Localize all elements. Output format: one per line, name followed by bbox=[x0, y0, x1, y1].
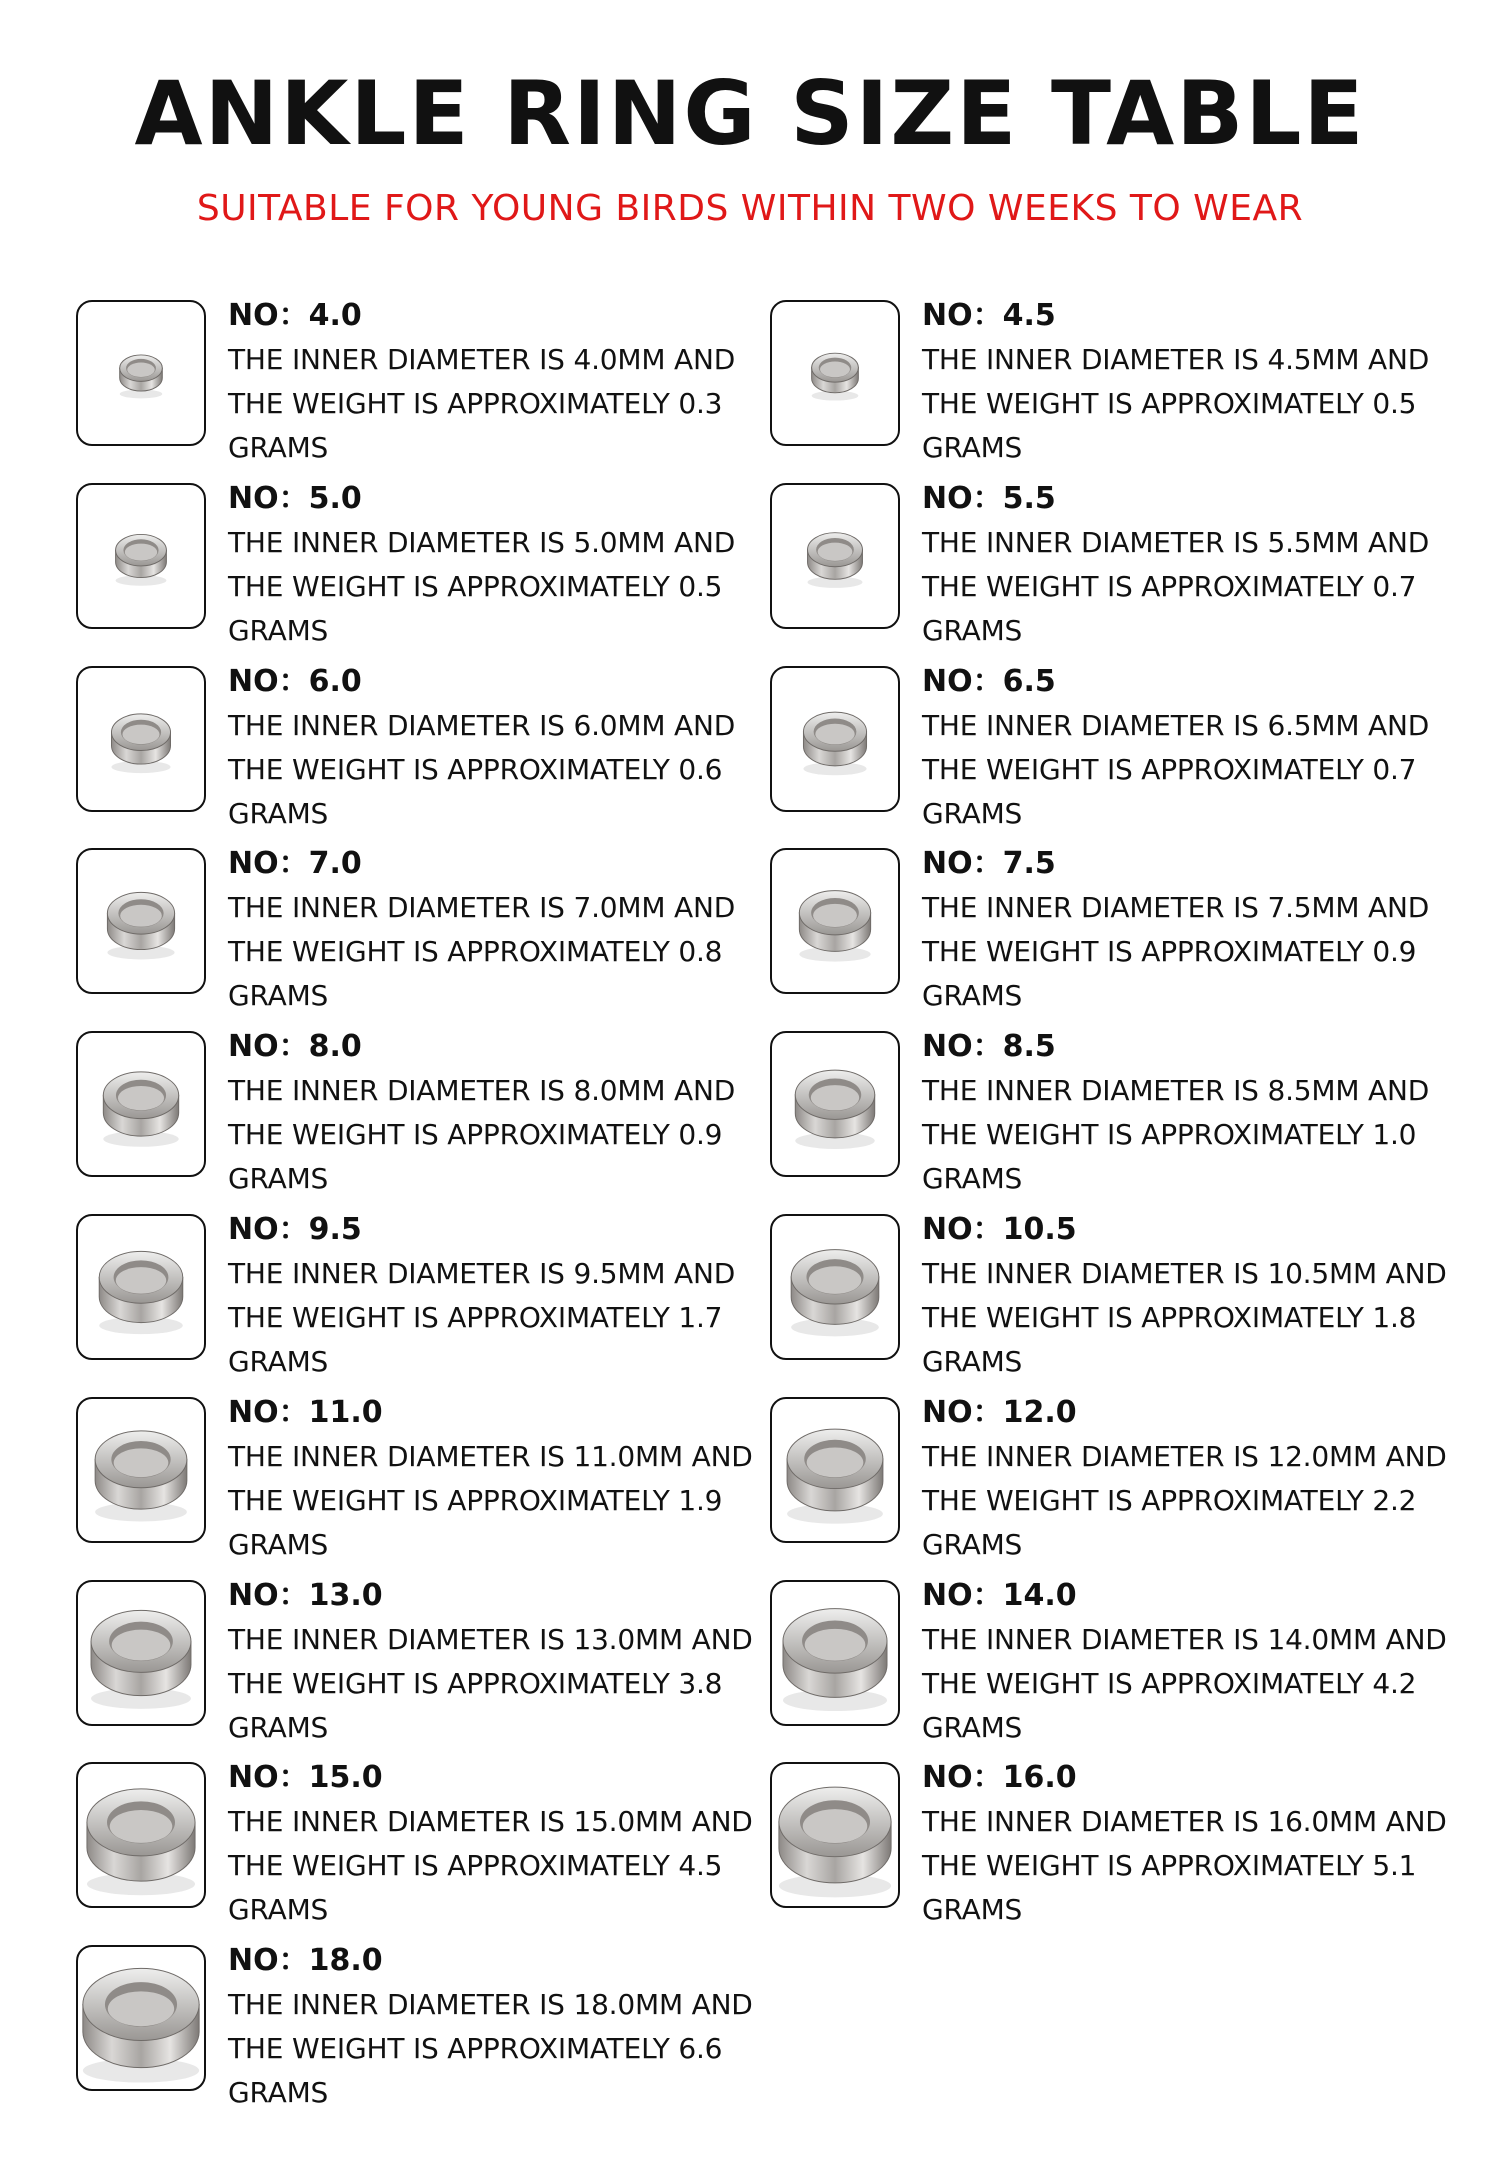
size-entry-text bbox=[228, 477, 788, 653]
size-number: NO：8.0 bbox=[228, 1029, 362, 1065]
size-entry bbox=[770, 1762, 1470, 1942]
size-line-diameter: THE INNER DIAMETER IS 7.0MM AND bbox=[228, 891, 736, 925]
size-number: NO：18.0 bbox=[228, 1943, 383, 1979]
size-number: NO：8.5 bbox=[922, 1029, 1056, 1065]
size-entry-text bbox=[228, 1208, 788, 1384]
size-line-unit: GRAMS bbox=[228, 1893, 329, 1927]
size-number: NO：6.0 bbox=[228, 663, 362, 699]
ring-photo bbox=[770, 483, 900, 629]
size-line-diameter: THE INNER DIAMETER IS 13.0MM AND bbox=[228, 1622, 753, 1656]
ring-photo bbox=[770, 300, 900, 446]
ring-photo-icon bbox=[78, 1947, 204, 2089]
ring-photo-icon bbox=[78, 668, 204, 810]
size-entry bbox=[76, 848, 776, 1028]
size-entry bbox=[76, 1945, 776, 2125]
size-number: NO：13.0 bbox=[228, 1577, 383, 1613]
size-number: NO：14.0 bbox=[922, 1577, 1077, 1613]
ring-photo bbox=[76, 1580, 206, 1726]
ring-photo-icon bbox=[772, 1582, 898, 1724]
size-line-unit: GRAMS bbox=[922, 1527, 1023, 1561]
size-entry-text bbox=[922, 1574, 1482, 1750]
size-line-weight: THE WEIGHT IS APPROXIMATELY 0.9 bbox=[922, 935, 1417, 969]
size-line-weight: THE WEIGHT IS APPROXIMATELY 0.6 bbox=[228, 752, 723, 786]
size-entry bbox=[76, 300, 776, 480]
size-entry bbox=[76, 1762, 776, 1942]
size-entry-text bbox=[922, 660, 1482, 836]
size-entry-text bbox=[922, 842, 1482, 1018]
size-line-unit: GRAMS bbox=[228, 431, 329, 464]
size-entry-text bbox=[228, 1756, 788, 1932]
ring-photo bbox=[76, 483, 206, 629]
ring-photo bbox=[76, 1397, 206, 1543]
size-entry-text bbox=[922, 1756, 1482, 1932]
size-entry bbox=[76, 663, 776, 846]
size-line-unit: GRAMS bbox=[228, 2076, 329, 2110]
size-line-unit: GRAMS bbox=[922, 1345, 1023, 1378]
size-line-unit: GRAMS bbox=[922, 796, 1023, 830]
ring-photo bbox=[76, 848, 206, 994]
ring-photo bbox=[76, 666, 206, 812]
ring-photo-icon bbox=[772, 1764, 898, 1906]
ring-photo-icon bbox=[78, 1399, 204, 1541]
size-number: NO：5.0 bbox=[228, 480, 362, 516]
size-entry-text bbox=[228, 842, 788, 1018]
size-line-diameter: THE INNER DIAMETER IS 4.0MM AND bbox=[228, 343, 736, 376]
ring-photo bbox=[76, 300, 206, 446]
size-line-diameter: THE INNER DIAMETER IS 14.0MM AND bbox=[922, 1622, 1447, 1656]
size-number: NO：10.5 bbox=[922, 1212, 1077, 1247]
size-line-diameter: THE INNER DIAMETER IS 6.5MM AND bbox=[922, 708, 1430, 742]
size-number: NO：7.5 bbox=[922, 846, 1056, 882]
size-line-diameter: THE INNER DIAMETER IS 12.0MM AND bbox=[922, 1439, 1447, 1473]
size-line-weight: THE WEIGHT IS APPROXIMATELY 0.9 bbox=[228, 1118, 723, 1152]
size-line-weight: THE WEIGHT IS APPROXIMATELY 1.0 bbox=[922, 1118, 1417, 1152]
size-line-unit: GRAMS bbox=[228, 1162, 329, 1196]
size-entry-text bbox=[922, 1208, 1482, 1384]
ring-photo bbox=[76, 1945, 206, 2091]
ring-photo-icon bbox=[78, 302, 204, 444]
size-number: NO：9.5 bbox=[228, 1212, 362, 1247]
size-line-unit: GRAMS bbox=[228, 1345, 329, 1378]
size-line-unit: GRAMS bbox=[922, 1893, 1023, 1927]
size-line-unit: GRAMS bbox=[228, 1527, 329, 1561]
size-line-weight: THE WEIGHT IS APPROXIMATELY 4.2 bbox=[922, 1666, 1417, 1700]
ring-photo-icon bbox=[78, 1033, 204, 1175]
size-line-unit: GRAMS bbox=[228, 796, 329, 830]
size-line-unit: GRAMS bbox=[228, 613, 329, 647]
size-entry bbox=[770, 1031, 1470, 1211]
size-entry bbox=[770, 480, 1470, 663]
ring-photo-icon bbox=[772, 1216, 898, 1358]
size-entry-text bbox=[228, 1574, 788, 1750]
size-entry-text bbox=[922, 1025, 1482, 1201]
ring-photo bbox=[770, 1031, 900, 1177]
size-line-weight: THE WEIGHT IS APPROXIMATELY 1.7 bbox=[228, 1301, 723, 1334]
ring-photo bbox=[770, 1580, 900, 1726]
size-entry bbox=[770, 1577, 1470, 1760]
size-number: NO：4.5 bbox=[922, 298, 1056, 333]
size-entry bbox=[770, 848, 1470, 1028]
size-entry bbox=[770, 300, 1470, 480]
size-line-diameter: THE INNER DIAMETER IS 8.5MM AND bbox=[922, 1074, 1430, 1108]
size-line-weight: THE WEIGHT IS APPROXIMATELY 3.8 bbox=[228, 1666, 723, 1700]
ring-photo-icon bbox=[772, 1033, 898, 1175]
size-line-diameter: THE INNER DIAMETER IS 4.5MM AND bbox=[922, 343, 1430, 376]
page-title: ANKLE RING SIZE TABLE bbox=[134, 62, 1366, 165]
ring-photo bbox=[770, 848, 900, 994]
size-entry-text bbox=[228, 1025, 788, 1201]
size-line-weight: THE WEIGHT IS APPROXIMATELY 0.3 bbox=[228, 387, 723, 420]
ring-photo-icon bbox=[78, 1764, 204, 1906]
size-number: NO：11.0 bbox=[228, 1394, 383, 1430]
size-entry-text bbox=[922, 1391, 1482, 1567]
size-line-weight: THE WEIGHT IS APPROXIMATELY 4.5 bbox=[228, 1849, 723, 1883]
size-entry bbox=[76, 480, 776, 663]
size-line-weight: THE WEIGHT IS APPROXIMATELY 0.5 bbox=[922, 387, 1417, 420]
size-line-weight: THE WEIGHT IS APPROXIMATELY 2.2 bbox=[922, 1483, 1417, 1517]
size-entry-text bbox=[228, 1391, 788, 1567]
size-entry bbox=[770, 663, 1470, 846]
size-entry-text bbox=[922, 294, 1482, 470]
size-line-unit: GRAMS bbox=[228, 1710, 329, 1744]
size-line-unit: GRAMS bbox=[922, 431, 1023, 464]
size-number: NO：12.0 bbox=[922, 1394, 1077, 1430]
size-entry bbox=[76, 1214, 776, 1394]
ring-photo bbox=[76, 1031, 206, 1177]
size-line-diameter: THE INNER DIAMETER IS 16.0MM AND bbox=[922, 1805, 1447, 1839]
size-number: NO：5.5 bbox=[922, 480, 1056, 516]
size-entry-text bbox=[228, 1939, 788, 2115]
size-line-weight: THE WEIGHT IS APPROXIMATELY 6.6 bbox=[228, 2032, 723, 2066]
size-entry-text bbox=[228, 294, 788, 470]
size-number: NO：15.0 bbox=[228, 1760, 383, 1796]
size-entry bbox=[76, 1577, 776, 1760]
ring-photo-icon bbox=[772, 485, 898, 627]
size-line-diameter: THE INNER DIAMETER IS 6.0MM AND bbox=[228, 708, 736, 742]
size-line-weight: THE WEIGHT IS APPROXIMATELY 0.8 bbox=[228, 935, 723, 969]
size-line-diameter: THE INNER DIAMETER IS 9.5MM AND bbox=[228, 1257, 736, 1290]
size-number: NO：6.5 bbox=[922, 663, 1056, 699]
size-line-weight: THE WEIGHT IS APPROXIMATELY 0.7 bbox=[922, 752, 1417, 786]
ring-photo bbox=[770, 1214, 900, 1360]
ring-photo bbox=[76, 1214, 206, 1360]
ring-photo bbox=[76, 1762, 206, 1908]
ring-photo-icon bbox=[772, 668, 898, 810]
size-line-weight: THE WEIGHT IS APPROXIMATELY 5.1 bbox=[922, 1849, 1417, 1883]
size-number: NO：16.0 bbox=[922, 1760, 1077, 1796]
size-number: NO：7.0 bbox=[228, 846, 362, 882]
size-line-weight: THE WEIGHT IS APPROXIMATELY 1.9 bbox=[228, 1483, 723, 1517]
size-entry bbox=[76, 1394, 776, 1577]
size-line-unit: GRAMS bbox=[228, 979, 329, 1013]
size-entry-text bbox=[922, 477, 1482, 653]
ring-photo-icon bbox=[78, 1582, 204, 1724]
page-subtitle: SUITABLE FOR YOUNG BIRDS WITHIN TWO WEEKS TO WEAR bbox=[196, 188, 1304, 229]
size-line-unit: GRAMS bbox=[922, 613, 1023, 647]
size-line-diameter: THE INNER DIAMETER IS 7.5MM AND bbox=[922, 891, 1430, 925]
size-line-diameter: THE INNER DIAMETER IS 8.0MM AND bbox=[228, 1074, 736, 1108]
size-line-diameter: THE INNER DIAMETER IS 18.0MM AND bbox=[228, 1988, 753, 2022]
size-entry-text bbox=[228, 660, 788, 836]
size-entry bbox=[770, 1214, 1470, 1394]
size-entry bbox=[770, 1394, 1470, 1577]
ring-photo bbox=[770, 1762, 900, 1908]
size-line-diameter: THE INNER DIAMETER IS 11.0MM AND bbox=[228, 1439, 753, 1473]
size-line-diameter: THE INNER DIAMETER IS 5.5MM AND bbox=[922, 525, 1430, 559]
size-line-unit: GRAMS bbox=[922, 979, 1023, 1013]
size-line-weight: THE WEIGHT IS APPROXIMATELY 0.7 bbox=[922, 569, 1417, 603]
size-line-diameter: THE INNER DIAMETER IS 5.0MM AND bbox=[228, 525, 736, 559]
ring-photo-icon bbox=[772, 302, 898, 444]
size-line-unit: GRAMS bbox=[922, 1710, 1023, 1744]
ring-photo-icon bbox=[78, 485, 204, 627]
size-line-diameter: THE INNER DIAMETER IS 15.0MM AND bbox=[228, 1805, 753, 1839]
size-line-weight: THE WEIGHT IS APPROXIMATELY 0.5 bbox=[228, 569, 723, 603]
size-line-diameter: THE INNER DIAMETER IS 10.5MM AND bbox=[922, 1257, 1447, 1290]
ring-photo bbox=[770, 1397, 900, 1543]
size-line-weight: THE WEIGHT IS APPROXIMATELY 1.8 bbox=[922, 1301, 1417, 1334]
ring-photo bbox=[770, 666, 900, 812]
size-number: NO：4.0 bbox=[228, 298, 362, 333]
ring-photo-icon bbox=[772, 850, 898, 992]
ring-photo-icon bbox=[772, 1399, 898, 1541]
ring-photo-icon bbox=[78, 1216, 204, 1358]
size-line-unit: GRAMS bbox=[922, 1162, 1023, 1196]
ring-photo-icon bbox=[78, 850, 204, 992]
size-entry bbox=[76, 1031, 776, 1211]
